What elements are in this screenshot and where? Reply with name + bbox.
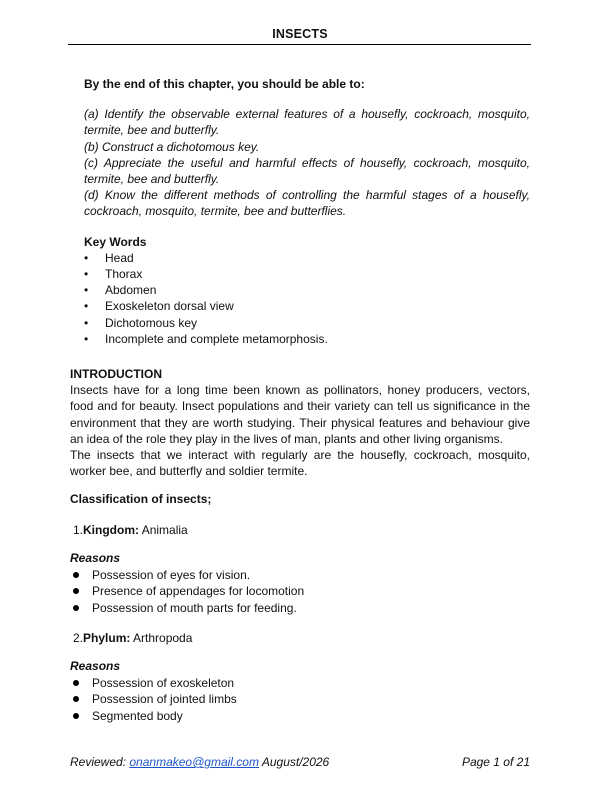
reasons-title: Reasons — [70, 659, 121, 673]
bullet-dot-icon — [73, 572, 79, 578]
key-word-item: • Thorax — [84, 267, 143, 282]
bullet-dot-icon — [73, 713, 79, 719]
phylum-value: Arthropoda — [130, 631, 193, 645]
reasons-list — [70, 567, 530, 617]
bullet-icon: • — [84, 315, 89, 330]
reason-item: Segmented body — [70, 708, 530, 725]
bullet-dot-icon — [73, 588, 79, 594]
bullet-icon: • — [84, 283, 89, 298]
reason-item: Presence of appendages for locomotion — [70, 583, 530, 600]
key-word-item: • Abdomen — [84, 283, 157, 298]
objectives-list — [84, 106, 530, 219]
key-word-item: • Exoskeleton dorsal view — [84, 299, 234, 314]
reasons-title: Reasons — [70, 551, 121, 565]
phylum-line: 2.Phylum: Arthropoda — [73, 631, 193, 645]
reason-item: Possession of mouth parts for feeding. — [70, 600, 530, 617]
kingdom-line: 1.Kingdom: Animalia — [73, 523, 188, 537]
introduction-paragraph: Insects have for a long time been known as pollinators, honey producers, vectors, food and for beauty. Insect populations and their variety can tell us significance in the environment that they are worth studying. Their physical features and behaviour give an idea of the role they play in the lives of man, plants and other living organisms. — [70, 383, 530, 446]
reviewer-email-link[interactable]: onanmakeo@gmail.com — [129, 755, 259, 769]
introduction-title: INTRODUCTION — [70, 367, 162, 381]
key-word-item: • Dichotomous key — [84, 315, 198, 330]
reasons-list — [70, 675, 530, 725]
page-number: Page 1 of 21 — [461, 755, 530, 769]
bullet-icon: • — [84, 299, 89, 314]
kingdom-reasons — [70, 550, 530, 616]
classification-title: Classification of insects; — [70, 492, 212, 506]
page-header-title: INSECTS — [272, 27, 328, 41]
reason-item: Possession of eyes for vision. — [70, 567, 530, 584]
objective-item: (b) Construct a dichotomous key. — [84, 139, 260, 154]
bullet-dot-icon — [73, 696, 79, 702]
phylum-reasons — [70, 658, 530, 724]
objectives-heading: By the end of this chapter, you should be able to: — [84, 77, 365, 91]
key-words-list — [84, 250, 530, 347]
bullet-icon: • — [84, 331, 89, 346]
reason-item: Possession of jointed limbs — [70, 691, 530, 708]
reason-item: Possession of exoskeleton — [70, 675, 530, 692]
introduction-paragraph: The insects that we interact with regularly are the housefly, cockroach, mosquito, worker bee, and butterfly and soldier termite. — [70, 448, 530, 479]
bullet-icon: • — [84, 250, 89, 265]
bullet-icon: • — [84, 267, 89, 282]
phylum-label: Phylum: — [83, 631, 131, 645]
learning-objectives — [84, 76, 530, 347]
objective-item: (c) Appreciate the useful and harmful effects of housefly, cockroach, mosquito, termite, bee and butterfly. — [84, 155, 530, 187]
introduction-section — [70, 366, 530, 479]
key-word-item: • Incomplete and complete metamorphosis. — [84, 331, 328, 346]
objective-item: (a) Identify the observable external features of a housefly, cockroach, mosquito, termite, bee and butterfly. — [84, 107, 530, 138]
footer-reviewed: Reviewed: onanmakeo@gmail.com August/2026 — [70, 755, 330, 769]
objective-item: (d) Know the different methods of controlling the harmful stages of a housefly, cockroach, mosquito, termite, bee and butterflies. — [84, 188, 530, 219]
bullet-dot-icon — [73, 680, 79, 686]
key-words-title: Key Words — [84, 234, 147, 249]
kingdom-label: Kingdom: — [83, 523, 140, 537]
bullet-dot-icon — [73, 605, 79, 611]
key-word-item: • Head — [84, 250, 134, 265]
kingdom-value: Animalia — [139, 523, 188, 537]
header-divider — [68, 44, 531, 45]
